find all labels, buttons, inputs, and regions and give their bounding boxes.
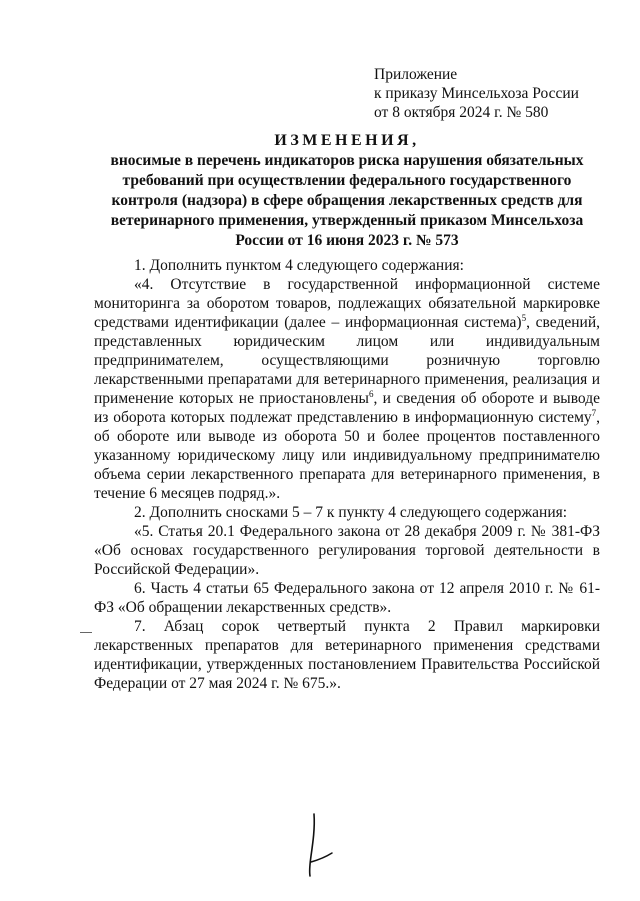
document-title: [94, 131, 600, 251]
footnote-ref-6: 6: [368, 388, 374, 399]
appendix-block: [374, 65, 579, 122]
title-line: контроля (надзора) в сфере обращения лекарственных средств для: [111, 192, 583, 209]
paragraph-1: 1. Дополнить пунктом 4 следующего содержания:: [134, 257, 464, 274]
footnote-ref-5: 5: [521, 312, 527, 323]
appendix-line: Приложение: [374, 66, 458, 83]
paragraph-6: 7. Абзац сорок четвертый пункта 2 Правил маркировки лекарственных препаратов для ветеринарного применения средствами идентификации, утвержденных постановлением Правительства Российской Федерации от 27 мая 2024 г. № 675.».: [94, 618, 600, 692]
title-heading: ИЗМЕНЕНИЯ,: [274, 132, 420, 149]
document-body: [94, 256, 600, 693]
title-line: ветеринарного применения, утвержденный приказом Минсельхоза: [110, 212, 584, 229]
appendix-line: к приказу Минсельхоза России: [374, 85, 579, 102]
handwritten-signature: [298, 812, 348, 882]
appendix-line: от 8 октября 2024 г. № 580: [374, 104, 549, 121]
paragraph-4: «5. Статья 20.1 Федерального закона от 28 декабря 2009 г. № 381-ФЗ «Об основах государственного регулирования торговой деятельности в Российской Федерации».: [94, 523, 600, 578]
title-line: России от 16 июня 2023 г. № 573: [235, 232, 459, 249]
title-line: требований при осуществлении федерального государственного: [122, 172, 572, 189]
paragraph-3: 2. Дополнить сносками 5 – 7 к пункту 4 следующего содержания:: [134, 504, 568, 521]
paragraph-2-part-c: , и сведения об обороте и выводе из оборота которых подлежат представлению в информационную систему: [94, 390, 601, 426]
paragraph-2-part-a: «4. Отсутствие в государственной информационной системе мониторинга за оборотом товаров, подлежащих обязательной маркировке средствами идентификации (далее – информационная система): [94, 276, 600, 331]
title-line: вносимые в перечень индикаторов риска нарушения обязательных: [110, 152, 584, 169]
paragraph-2-part-d: , об обороте или выводе из оборота 50 и более процентов поставленного указанному юридическому лицу или индивидуальному предпринимателю объема серии лекарственного препарата для ветеринарного применения, в течение 6 месяцев подряд.».: [94, 409, 600, 502]
footnote-ref-7: 7: [591, 407, 597, 418]
margin-mark: [80, 632, 92, 633]
paragraph-2-part-b: , сведений, представленных юридическим лицом или индивидуальным предпринимателем, осуществляющими розничную торговлю лекарственными препаратами для ветеринарного применения, реализация и применение которых не приостановлены: [94, 314, 600, 407]
paragraph-2: [94, 275, 600, 503]
paragraph-5: 6. Часть 4 статьи 65 Федерального закона от 12 апреля 2010 г. № 61-ФЗ «Об обращении лекарственных средств».: [94, 580, 600, 616]
